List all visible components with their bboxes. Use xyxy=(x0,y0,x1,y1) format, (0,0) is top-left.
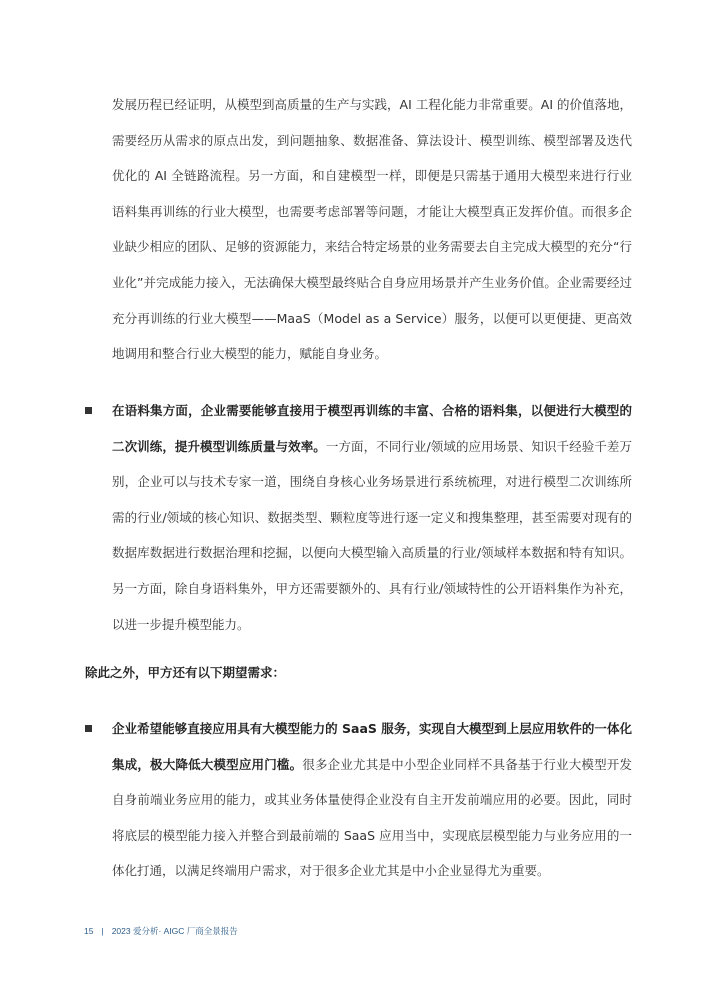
bullet-paragraph-corpus xyxy=(112,393,632,642)
bullet-bold-lead: 在语料集方面，企业需要能够直接用于模型再训练的丰富、合格的语料集，以便进行大模型的二次训练，提升模型训练质量与效率。 xyxy=(112,403,632,454)
bullet-body-text: 一方面，不同行业/领域的应用场景、知识千经验千差万别，企业可以与技术专家一道，围绕自身核心业务场景进行系统梳理，对进行模型二次训练所需的行业/领域的核心知识、数据类型、颗粒度等进行逐一定义和搜集整理，甚至需要对现有的数据库数据进行数据治理和挖掘，以便向大模型输入高质量的行业/领域样本数据和特有知识。另一方面，除自身语料集外，甲方还需要额外的、具有行业/领域特性的公开语料集作为补充，以进一步提升模型能力。 xyxy=(112,438,632,632)
report-title: 2023 爱分析· AIGC 厂商全景报告 xyxy=(111,926,238,936)
page-footer xyxy=(84,925,238,937)
body-paragraph: 发展历程已经证明，从模型到高质量的生产与实践，AI 工程化能力非常重要。AI 的价值落地，需要经历从需求的原点出发，到问题抽象、数据准备、算法设计、模型训练、模型部署及迭代优化的 AI 全链路流程。另一方面，和自建模型一样，即便是只需基于通用大模型来进行行业语料集再训练的行业大模型，也需要考虑部署等问题，才能让大模型真正发挥价值。而很多企业缺少相应的团队、足够的资源能力，来结合特定场景的业务需要去自主完成大模型的充分“行业化”并完成能力接入，无法确保大模型最终贴合自身应用场景并产生业务价值。企业需要经过充分再训练的行业大模型——MaaS（Model as a Service）服务，以便可以更便捷、更高效地调用和整合行业大模型的能力，赋能自身业务。 xyxy=(112,97,632,362)
page-number: 15 xyxy=(84,926,94,936)
bullet-paragraph-saas xyxy=(112,711,632,889)
bullet-bold-lead: 企业希望能够直接应用具有大模型能力的 SaaS 服务，实现自大模型到上层应用软件的一体化集成，极大降低大模型应用门槛。 xyxy=(112,721,632,772)
bullet-square-icon xyxy=(85,725,92,732)
bullet-square-icon xyxy=(85,407,92,414)
footer-separator: | xyxy=(101,926,104,936)
section-heading: 除此之外，甲方还有以下期望需求： xyxy=(85,665,286,680)
bullet-body-text: 很多企业尤其是中小型企业同样不具备基于行业大模型开发自身前端业务应用的能力，或其业务体量使得企业没有自主开发前端应用的必要。因此，同时将底层的模型能力接入并整合到最前端的 SaaS 应用当中，实现底层模型能力与业务应用的一体化打通，以满足终端用户需求，对于很多企业尤其是中小企业显得尤为重要。 xyxy=(112,756,632,879)
